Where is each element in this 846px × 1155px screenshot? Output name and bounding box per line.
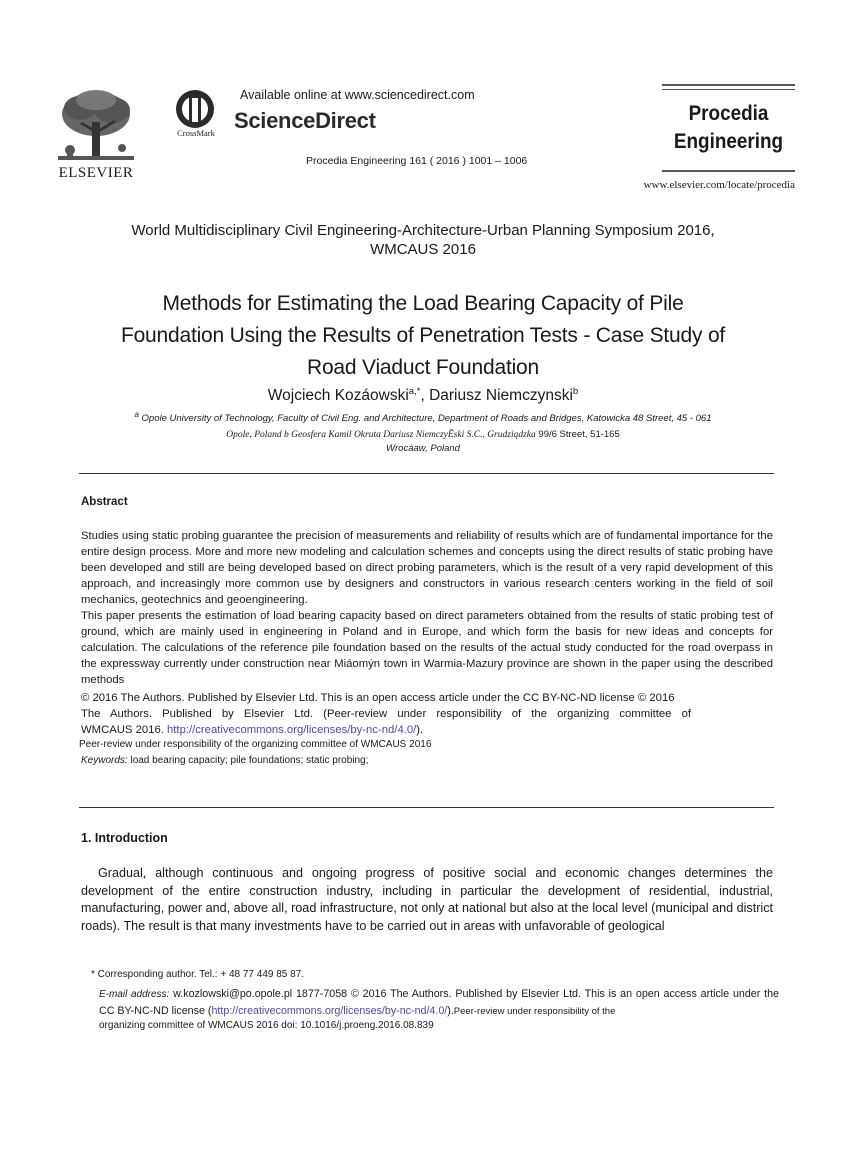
conference-line-2: WMCAUS 2016	[370, 241, 476, 258]
affiliation-line-1	[60, 410, 786, 424]
footnote-email	[99, 986, 779, 1020]
title-line-1: Methods for Estimating the Load Bearing Capacity of Pile	[162, 292, 684, 315]
journal-url[interactable]: www.elsevier.com/locate/procedia	[643, 179, 795, 191]
affiliation-line-2	[60, 429, 786, 440]
affiliation-a-text: Opole University of Technology, Faculty of Civil Eng. and Architecture, Department of Roads and Bridges, Katowicka 48 Street, 45 - 061	[141, 413, 712, 425]
copyright-line-1: © 2016 The Authors. Published by Elsevier Ltd. This is an open access article under the CC BY-NC-ND license © 2016	[81, 692, 675, 704]
crossmark-label: CrossMark	[177, 128, 215, 138]
introduction-heading: 1. Introduction	[81, 831, 168, 845]
title-line-2: Foundation Using the Results of Penetration Tests - Case Study of	[120, 324, 726, 347]
abstract-paragraph-1: Studies using static probing guarantee the precision of measurements and reliability of results which are of fundamental importance for the entire design process. More and more new modeling and calculation schemes and concepts using the direct results of static probing have been developed and still are being developed based on direct probing parameters, which is the result of a very rapid development of this approach, and increasingly more common use by designers and constructors in various research centers working in the field of soil mechanics, geotechnics and geoengineering.	[81, 530, 773, 606]
author-list	[60, 386, 786, 405]
elsevier-wordmark: ELSEVIER	[58, 165, 134, 181]
keywords-label: Keywords:	[81, 755, 128, 766]
journal-bottom-rule	[662, 170, 795, 172]
license-link[interactable]: http://creativecommons.org/licenses/by-nc-nd/4.0/	[167, 724, 417, 736]
footnote-license-link[interactable]: http://creativecommons.org/licenses/by-nc-nd/4.0/	[211, 1005, 448, 1017]
footnote-peer-review: Peer-review under responsibility of the	[453, 1006, 616, 1017]
author-separator: ,	[420, 387, 430, 405]
footnote-link-end: ).	[447, 1005, 454, 1017]
email-label: E-mail address:	[99, 989, 170, 1000]
copyright-line-3-text: WMCAUS 2016.	[81, 724, 168, 736]
footnote-doi: organizing committee of WMCAUS 2016 doi: 10.1016/j.proeng.2016.08.839	[99, 1020, 434, 1031]
conference-name	[60, 221, 786, 259]
introduction-paragraph: Gradual, although continuous and ongoing progress of positive social and economic changes determines the development of the entire construction industry, including in particular the development of residential, industrial, manufacturing, power and, above all, road infrastructure, not only at national but also at the local level (municipal and district roads). The result is that many investments have to be carried out in areas with unfavorable of geological	[81, 866, 773, 933]
author-1-affil: a,	[408, 386, 417, 397]
journal-name	[669, 100, 789, 156]
author-2-affil: b	[572, 386, 579, 397]
abstract-bottom-rule	[79, 807, 774, 808]
conference-line-1: World Multidisciplinary Civil Engineering-Architecture-Urban Planning Symposium 2016,	[131, 222, 715, 239]
abstract-paragraph-2: This paper presents the estimation of load bearing capacity based on direct parameters obtained from the results of static probing test of ground, which are mainly used in engineering in Poland and in Europe, and which form the basis for new ideas and concepts for calculation. The calculations of the reference pile foundation based on the results of the actual study conducted for the road overpass in the expressway currently under construction near Miáomýn town in Warmia-Mazury province are shown in the paper using the described methods	[81, 610, 773, 686]
keywords-values: load bearing capacity; pile foundations; static probing;	[127, 755, 369, 766]
sciencedirect-logo[interactable]: ScienceDirect	[234, 108, 376, 133]
author-1: Wojciech Kozáowski	[267, 387, 409, 405]
paper-title	[60, 288, 786, 384]
abstract-top-rule	[79, 473, 774, 474]
journal-top-rule	[662, 84, 795, 86]
corresponding-mark: *	[416, 386, 421, 397]
available-online-text: Available online at www.sciencedirect.com	[240, 88, 475, 102]
abstract-heading: Abstract	[81, 496, 128, 508]
author-2: Dariusz Niemczynski	[429, 387, 573, 405]
affiliation-b-address: 99/6 Street, 51-165	[535, 429, 620, 440]
affiliation-line-3: Wrocáaw, Poland	[386, 443, 460, 454]
footnote-corresponding: * Corresponding author. Tel.: + 48 77 449 85 87.	[91, 969, 305, 980]
email-text: w.kozlowski@po.opole.pl 1877-7058 © 2016 The Authors. Published by Elsevier Ltd. This is an open access article under the CC BY-NC-ND license (	[99, 988, 779, 1017]
keywords-line	[81, 755, 368, 766]
journal-top-rule-thin	[662, 89, 795, 90]
journal-name-line-1: Procedia	[688, 102, 769, 125]
journal-name-line-2: Engineering	[673, 130, 784, 153]
peer-review-statement: Peer-review under responsibility of the organizing committee of WMCAUS 2016	[79, 739, 432, 750]
journal-reference: Procedia Engineering 161 ( 2016 ) 1001 – 1006	[306, 155, 528, 167]
affiliation-a-mark: a	[134, 410, 139, 419]
copyright-line-3-end: ).	[416, 724, 424, 736]
affiliation-b-text: Opole, Poland b Geosfera Kamil Okruta Dariusz NiemczyĔski S.C., Grudziądzka	[226, 430, 536, 440]
copyright-line-2: The Authors. Published by Elsevier Ltd. (Peer-review under responsibility of the organizing committee of	[81, 708, 691, 720]
title-line-3: Road Viaduct Foundation	[306, 356, 540, 379]
copyright-line-3	[81, 722, 691, 738]
